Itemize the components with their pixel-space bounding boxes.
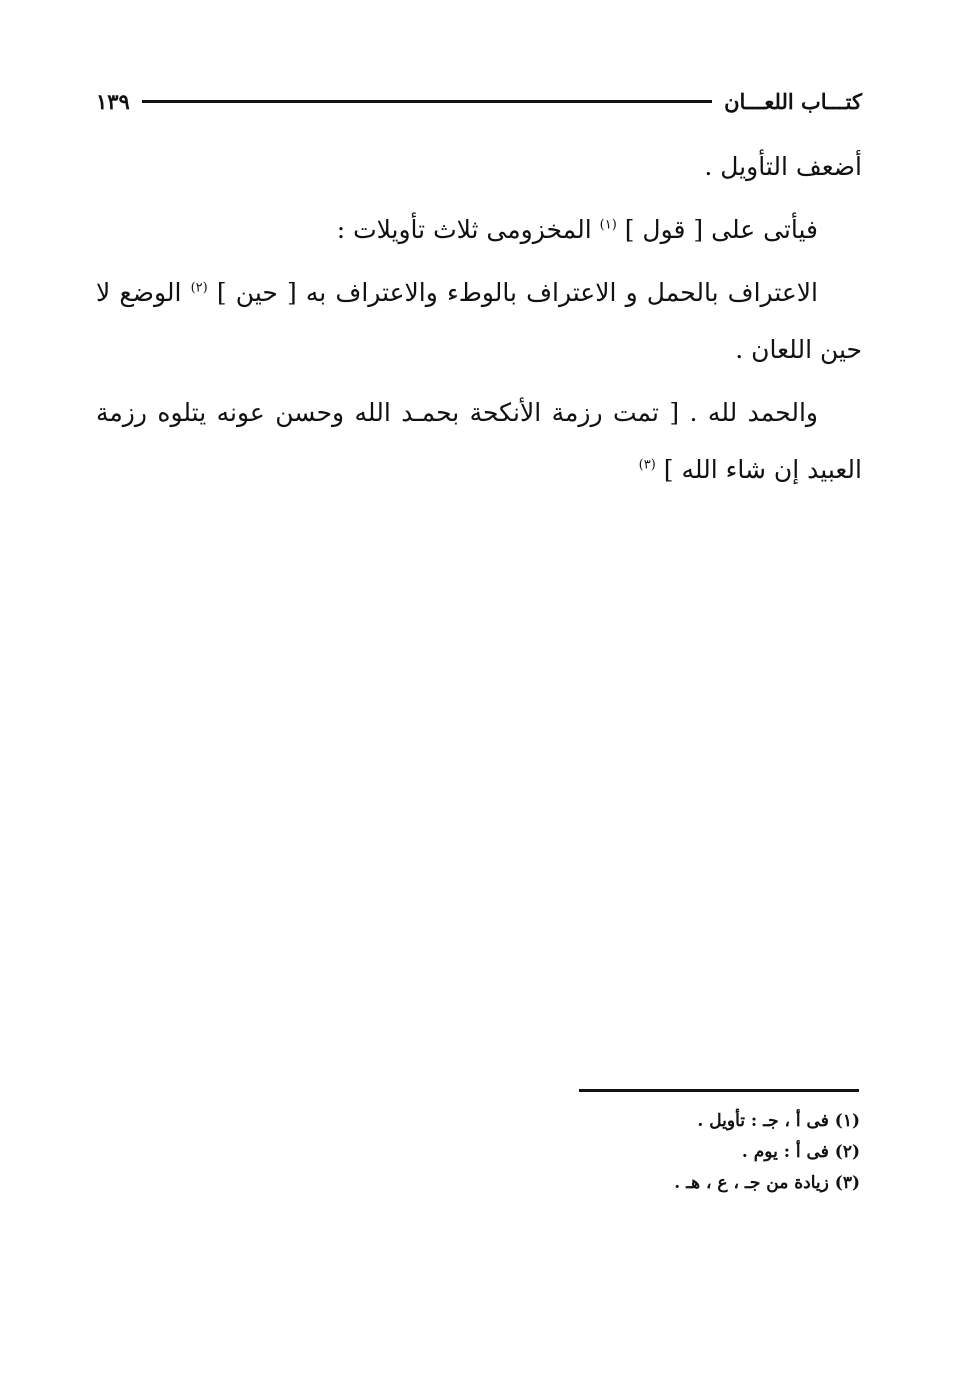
main-text — [96, 138, 862, 504]
paragraph-3-text-b: الوضع لا حين اللعان . — [96, 278, 862, 364]
paragraph-3 — [96, 264, 862, 378]
page-header — [96, 84, 862, 118]
footnote-rule — [579, 1089, 859, 1092]
paragraph-1 — [96, 138, 862, 195]
running-title: كتـــاب اللعـــان — [724, 88, 862, 114]
footnote-2: (٢) فى أ : يوم . — [741, 1142, 860, 1162]
paragraph-3-text-a: الاعتراف بالحمل و الاعتراف بالوطء والاعتراف به [ حين ] — [207, 278, 818, 307]
paragraph-4 — [96, 384, 862, 498]
footnote-ref-3: (٣) — [638, 457, 656, 473]
paragraph-4-text: والحمد لله . [ تمت رزمة الأنكحة بحمـد الله وحسن عونه يتلوه رزمة العبيد إن شاء الله ] — [96, 398, 862, 484]
footnote-1: (١) فى أ ، جـ : تأويل . — [697, 1111, 860, 1131]
paragraph-2 — [96, 201, 862, 258]
footnote-ref-2: (٢) — [190, 280, 208, 296]
paragraph-2-text-b: المخزومى ثلاث تأويلات : — [336, 215, 600, 244]
page-number: ١٣٩ — [96, 88, 130, 114]
paragraph-1-text: أضعف التأويل . — [704, 152, 862, 181]
header-rule — [142, 100, 712, 103]
paragraph-2-text-a: فيأتى على [ قول ] — [616, 215, 818, 244]
footnote-3: (٣) زيادة من جـ ، ع ، هـ . — [674, 1173, 860, 1193]
footnote-ref-1: (١) — [599, 217, 617, 233]
footnotes — [500, 1106, 860, 1199]
